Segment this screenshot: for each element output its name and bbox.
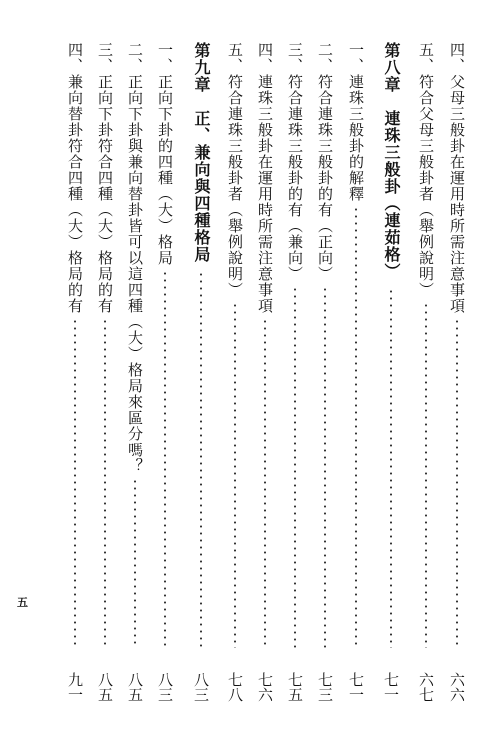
- entry-title: 二、正向下卦與兼向替卦皆可以這四種（大）格局來區分嗎？: [126, 42, 144, 474]
- entry-title: 一、正向下卦的四種（大）格局: [156, 42, 174, 266]
- entry-title: 一、連珠三般卦的解釋: [347, 42, 365, 202]
- entry-title: 四、父母三般卦在運用時所需注意事項: [448, 42, 466, 314]
- dot-leader: [74, 318, 76, 648]
- dot-leader: [200, 271, 202, 648]
- dot-leader: [324, 286, 326, 648]
- entry-page-number: 七一: [347, 672, 365, 702]
- dot-leader: [294, 286, 296, 648]
- chapter-title: 第九章 正、兼向與四種格局: [192, 42, 211, 263]
- entry-title: 四、兼向替卦符合四種（大）格局的有: [66, 42, 84, 314]
- toc-entry-1: [444, 42, 470, 702]
- entry-title: 四、連珠三般卦在運用時所需注意事項: [256, 42, 274, 314]
- entry-page-number: 七三: [316, 672, 334, 702]
- toc-entry-2: [413, 42, 439, 702]
- dot-leader: [456, 318, 458, 648]
- toc-entry-10: [92, 42, 118, 702]
- toc-entry-11: [62, 42, 88, 702]
- toc-entry-9: [122, 42, 148, 702]
- entry-page-number: 八三: [156, 672, 174, 702]
- dot-leader: [425, 302, 427, 648]
- toc-entry-7: [222, 42, 248, 702]
- entry-title: 五、符合連珠三般卦者（舉例說明）: [226, 42, 244, 298]
- dot-leader: [264, 318, 266, 648]
- dot-leader: [390, 288, 392, 648]
- entry-page-number: 九一: [66, 672, 84, 702]
- dot-leader: [134, 478, 136, 648]
- entry-page-number: 七八: [226, 672, 244, 702]
- toc-entry-3: [343, 42, 369, 702]
- entry-page-number: 八五: [96, 672, 114, 702]
- toc-entry-4: [312, 42, 338, 702]
- entry-title: 三、符合連珠三般卦的有（兼向）: [286, 42, 304, 282]
- chapter-title: 第八章 連珠三般卦（連茹格）: [382, 42, 401, 280]
- entry-page-number: 七六: [256, 672, 274, 702]
- entry-page-number: 八五: [126, 672, 144, 702]
- page-folio-number: 五: [17, 596, 28, 609]
- chapter-heading-8: [378, 42, 404, 702]
- toc-entry-8: [152, 42, 178, 702]
- dot-leader: [355, 206, 357, 648]
- entry-page-number: 六七: [417, 672, 435, 702]
- entry-title: 三、正向下卦符合四種（大）格局的有: [96, 42, 114, 314]
- toc-entry-6: [252, 42, 278, 702]
- chapter-heading-9: [188, 42, 214, 702]
- entry-page-number: 六六: [448, 672, 466, 702]
- dot-leader: [104, 318, 106, 648]
- entry-page-number: 八三: [192, 672, 210, 702]
- entry-page-number: 七五: [286, 672, 304, 702]
- entry-title: 二、符合連珠三般卦的有（正向）: [316, 42, 334, 282]
- toc-entry-5: [282, 42, 308, 702]
- entry-page-number: 七一: [382, 672, 400, 702]
- dot-leader: [234, 302, 236, 648]
- entry-title: 五、符合父母三般卦者（舉例說明）: [417, 42, 435, 298]
- dot-leader: [164, 270, 166, 648]
